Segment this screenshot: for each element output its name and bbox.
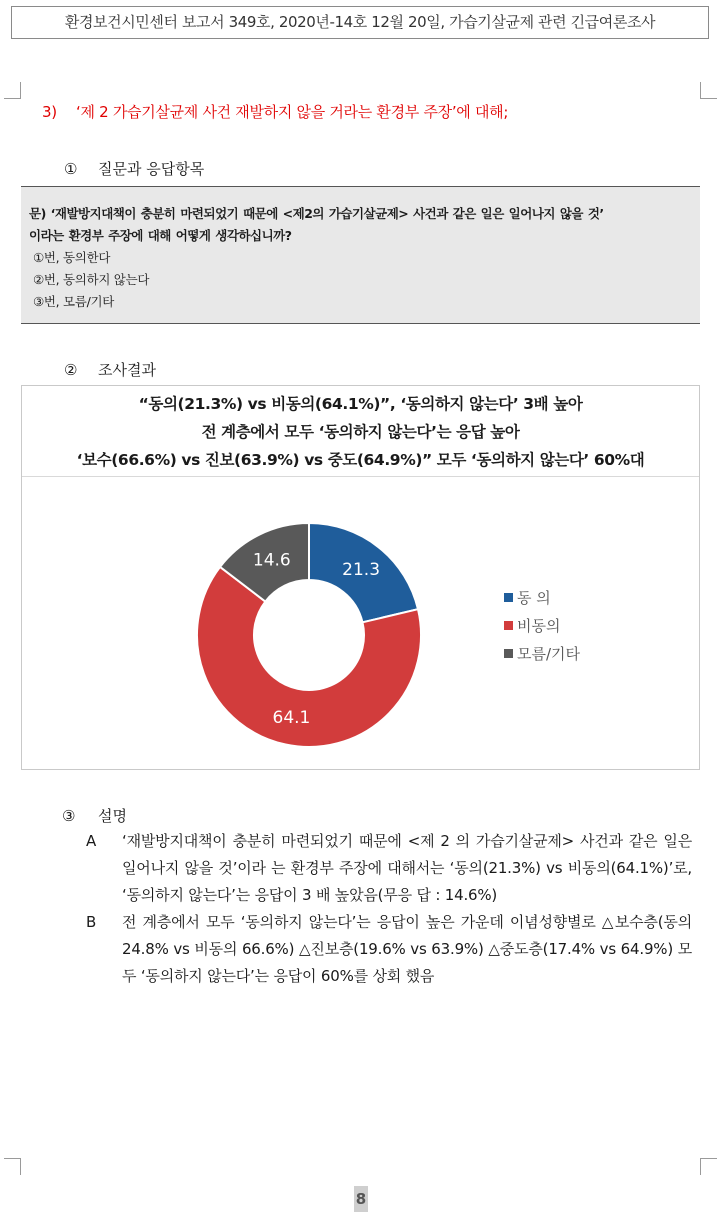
explanation-item-a (62, 828, 692, 909)
explanation-item-b-text: 전 계층에서 모두 ‘동의하지 않는다’는 응답이 높은 가운데 이념성향별로 △보수층(동의 24.8% vs 비동의 66.6%) △진보층(19.6% vs 63.9%) △중도층(17.4% vs 64.9%) 모두 ‘동의하지 않는다’는 응답이 60%를 상회 했음 (122, 913, 692, 985)
results-heading-text: 조사결과 (98, 361, 156, 379)
donut-chart (22, 386, 699, 769)
donut-label-unknown: 14.6 (252, 550, 291, 571)
crop-mark-bottom-left (4, 1158, 21, 1175)
page-number: 8 (354, 1186, 368, 1212)
explanation-section (62, 805, 692, 990)
results-marker: ② (64, 361, 78, 379)
option-agree: ①번, 동의한다 (33, 250, 111, 265)
option-disagree: ②번, 동의하지 않는다 (33, 272, 150, 287)
questions-heading (64, 158, 204, 179)
legend-item-unknown (504, 640, 580, 668)
report-header: 환경보건시민센터 보고서 349호, 2020년-14호 12월 20일, 가습기살균제 관련 긴급여론조사 (11, 6, 709, 39)
crop-mark-top-left (4, 82, 21, 99)
legend-label-unknown: 모름/기타 (517, 645, 581, 663)
legend-swatch-unknown (504, 649, 513, 658)
section-title-text: ‘제 2 가습기살균제 사건 재발하지 않을 거라는 환경부 주장’에 대해; (76, 103, 509, 121)
explanation-item-a-marker: A (86, 832, 97, 850)
headline-line-1: “동의(21.3%) vs 비동의(64.1%)”, ‘동의하지 않는다’ 3배 높아 (138, 395, 583, 413)
explanation-heading-text: 설명 (98, 807, 127, 825)
headline-line-3: ‘보수(66.6%) vs 진보(63.9%) vs 중도(64.9%)” 모두 ‘동의하지 않는다’ 60%대 (76, 451, 645, 469)
legend-item-disagree (504, 612, 580, 640)
question-box (21, 186, 700, 324)
results-heading (64, 359, 156, 380)
chart-legend (504, 584, 580, 668)
explanation-item-a-text: ‘재발방지대책이 충분히 마련되었기 때문에 <제 2 의 가습기살균제> 사건과 같은 일은 일어나지 않을 것’이라 는 환경부 주장에 대해서는 ‘동의(21.3%) vs 비동의(64.1%)’로, ‘동의하지 않는다’는 응답이 3 배 높았음(무응 답 : 14.6%) (122, 832, 692, 904)
section-title (42, 101, 508, 122)
explanation-heading (62, 805, 692, 826)
donut-label-disagree: 64.1 (272, 708, 311, 729)
explanation-item-b (62, 909, 692, 990)
legend-label-agree: 동 의 (517, 589, 551, 607)
donut-label-agree: 21.3 (342, 560, 381, 581)
result-box (21, 385, 700, 770)
headline-line-2: 전 계층에서 모두 ‘동의하지 않는다’는 응답 높아 (201, 423, 520, 441)
legend-item-agree (504, 584, 580, 612)
section-number: 3) (42, 103, 57, 121)
legend-label-disagree: 비동의 (517, 617, 561, 635)
questions-marker: ① (64, 160, 78, 178)
crop-mark-bottom-right (700, 1158, 717, 1175)
explanation-item-b-marker: B (86, 913, 97, 931)
question-line-1: 문) ‘재발방지대책이 충분히 마련되었기 때문에 <제2의 가습기살균제> 사건과 같은 일은 일어나지 않을 것’ (29, 206, 604, 221)
legend-swatch-disagree (504, 621, 513, 630)
question-line-2: 이라는 환경부 주장에 대해 어떻게 생각하십니까? (29, 228, 292, 243)
legend-swatch-agree (504, 593, 513, 602)
questions-heading-text: 질문과 응답항목 (98, 160, 205, 178)
option-unknown: ③번, 모름/기타 (33, 294, 115, 309)
crop-mark-top-right (700, 82, 717, 99)
explanation-marker: ③ (62, 807, 76, 825)
